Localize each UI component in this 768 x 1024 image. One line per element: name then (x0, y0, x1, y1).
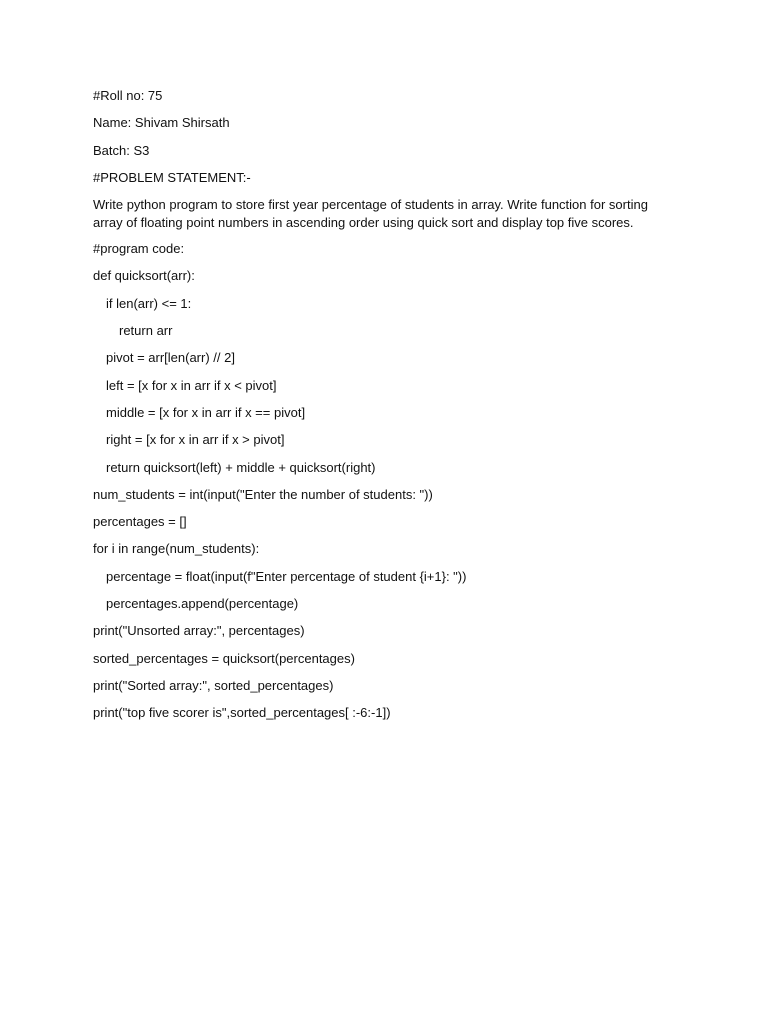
code-line: print("top five scorer is",sorted_percentages[ :-6:-1]) (93, 705, 391, 721)
code-line: def quicksort(arr): (93, 268, 195, 284)
code-line: num_students = int(input("Enter the number of students: ")) (93, 486, 433, 502)
code-line: percentages.append(percentage) (106, 596, 299, 612)
document-body (93, 87, 673, 732)
code-line: right = [x for x in arr if x > pivot] (106, 432, 285, 448)
code-line: print("Sorted array:", sorted_percentages) (93, 677, 334, 693)
problem-statement-text: Write python program to store first year percentage of students in array. Write function for sorting array of floating point numbers in ascending order using quick sort and display top five scores. (93, 197, 648, 231)
program-code-heading: #program code: (93, 241, 185, 257)
code-line: return quicksort(left) + middle + quicksort(right) (106, 459, 376, 475)
code-line: sorted_percentages = quicksort(percentages) (93, 650, 355, 666)
code-line: pivot = arr[len(arr) // 2] (106, 350, 235, 366)
roll-number: #Roll no: 75 (93, 88, 163, 103)
problem-statement-heading: #PROBLEM STATEMENT:- (93, 169, 251, 185)
code-line: print("Unsorted array:", percentages) (93, 623, 305, 639)
code-line: left = [x for x in arr if x < pivot] (106, 377, 277, 393)
batch: Batch: S3 (93, 142, 150, 158)
code-line: percentages = [] (93, 514, 187, 530)
code-line: for i in range(num_students): (93, 541, 260, 557)
code-line: percentage = float(input(f"Enter percentage of student {i+1}: ")) (106, 568, 467, 584)
code-line: return arr (119, 323, 173, 339)
code-line: if len(arr) <= 1: (106, 295, 192, 311)
code-line: middle = [x for x in arr if x == pivot] (106, 404, 306, 420)
student-name: Name: Shivam Shirsath (93, 115, 230, 131)
